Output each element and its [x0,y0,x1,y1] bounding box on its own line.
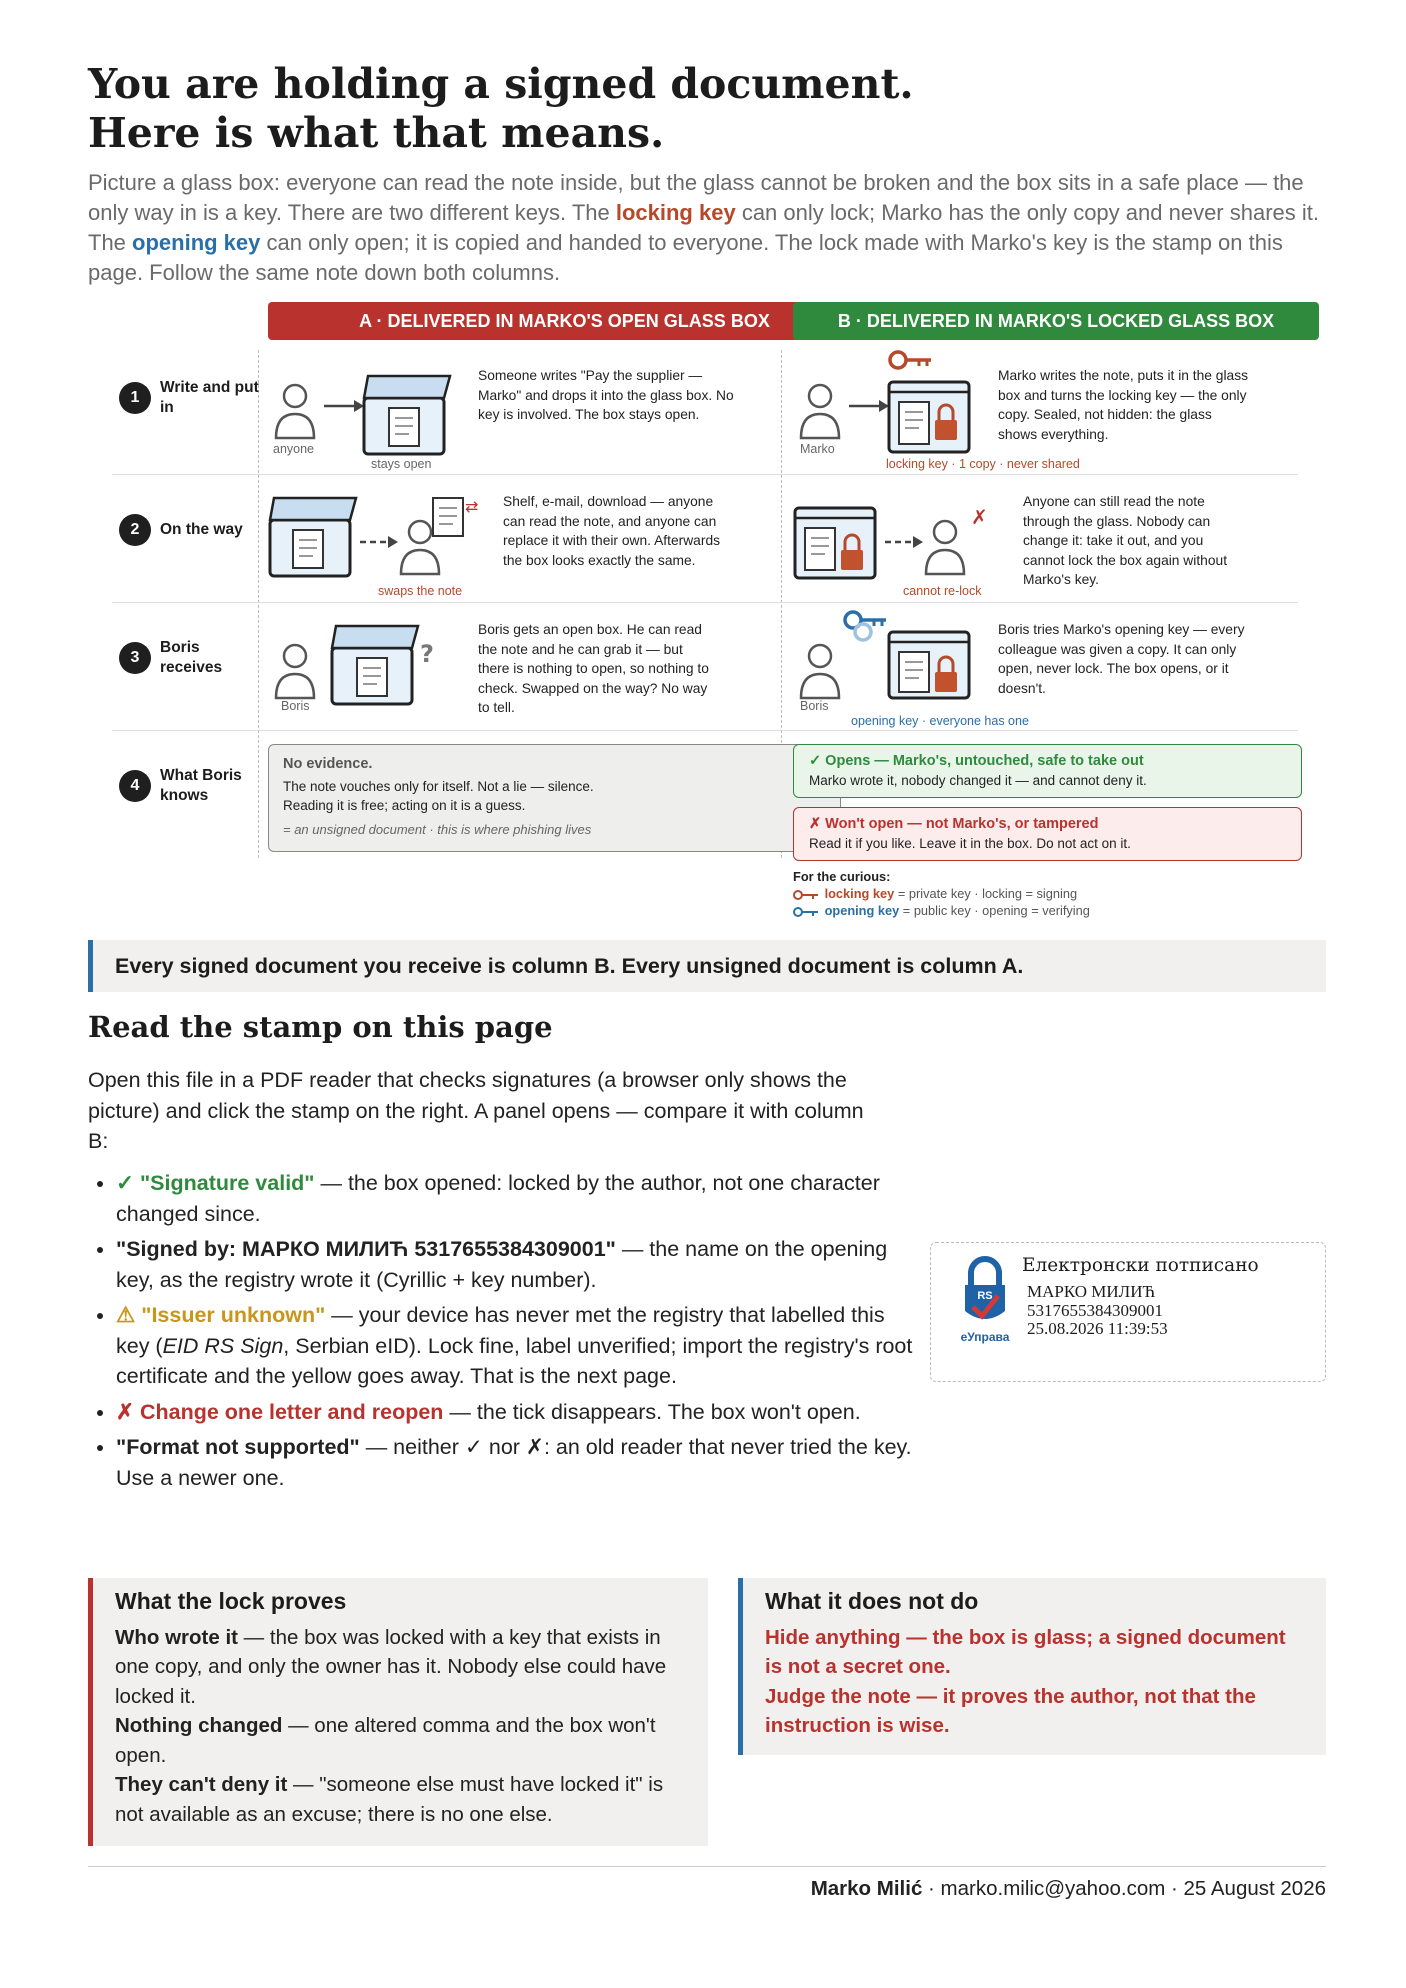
column-b-header: B · DELIVERED IN MARKO'S LOCKED GLASS BOX [793,302,1319,340]
svg-text:RS: RS [977,1290,993,1302]
signature-stamp[interactable] [930,1242,1326,1382]
list-item: • "Signed by: МАРКО МИЛИЋ 5317655384309001" — the name on the opening key, as the registry wrote it (Cyrillic + key number). [116,1234,916,1295]
sealed-box-illustration [793,490,1003,590]
page [88,60,1326,1900]
author-name: Marko Milić [810,1877,923,1900]
step-description: Boris tries Marko's opening key — every colleague was given a copy. It can only open, never lock. The box opens, or it doesn't. [998,622,1245,696]
intro-paragraph: Picture a glass box: everyone can read the note inside, but the glass cannot be broken and the box sits in a safe place — the only way in is a key. There are two different keys. The locking key can only lock; Marko has the only copy and never shares it. The opening key can only open; it is copied and handed to everyone. The lock made with Marko's key is the stamp on this page. Follow the same note down both columns. [88,170,1320,285]
list-item: • ✓ "Signature valid" — the box opened: locked by the author, not one character changed since. [116,1168,916,1229]
caption: anyone [273,442,315,456]
no-evidence-box [268,744,841,852]
opens-text: Marko wrote it, nobody changed it — and cannot deny it. [809,773,1147,788]
step-number: 1 [119,382,151,414]
no-evidence-note: = an unsigned document · this is where phishing lives [283,822,592,837]
list-item: • ✗ Change one letter and reopen — the tick disappears. The box won't open. [116,1397,916,1428]
opens-title: ✓ Opens — Marko's, untouched, safe to take out [809,753,1144,769]
list-item: • ⚠ "Issuer unknown" — your device has never met the registry that labelled this key (EID RS Sign, Serbian eID). Lock fine, label unverified; import the registry's root certificate and the yellow goes away. That is the next page. [116,1300,916,1392]
wont-open-title: ✗ Won't open — not Marko's, or tampered [809,816,1099,832]
euprava-logo [957,1249,1013,1349]
read-stamp-paragraph: Open this file in a PDF reader that checks signatures (a browser only shows the picture) and click the stamp on the right. A panel opens — compare it with column B: [88,1068,864,1153]
svg-text:?: ? [420,640,434,668]
caption: stays open [371,457,432,471]
stamp-details [1027,1283,1168,1339]
swapped-note-illustration [268,490,478,590]
for-the-curious [793,868,1090,919]
caption: cannot re-lock [903,584,982,598]
step-description: Boris gets an open box. He can read the note and he can grab it — but there is nothing to open, so nothing to check. Swapped on the way? No way to tell. [478,622,709,715]
what-lock-proves-box: What the lock proves Who wrote it — the box was locked with a key that exists in one copy, and only the owner has it. Nobody else could have locked it. Nothing changed — one altered comma and the box won't open. They can't deny it — "someone else must have locked it" is not available as an excuse; there is no one else. [88,1578,708,1846]
svg-text:✗: ✗ [971,505,988,529]
page-title [88,60,1326,158]
step-number: 4 [119,770,151,802]
step-description: Anyone can still read the note through the glass. Nobody can change it: take it out, and you cannot lock the box again without Marko's key. [1023,494,1228,587]
step-number: 3 [119,642,151,674]
wont-open-text: Read it if you like. Leave it in the box. Do not act on it. [809,836,1131,851]
caption: swaps the note [378,584,463,598]
no-evidence-line: The note vouches only for itself. Not a lie — silence. [283,779,594,794]
stamp-heading: Електронски потписано [1022,1255,1259,1276]
glass-box-diagram [88,302,1326,922]
stamp-number: 5317655384309001 [1027,1300,1163,1320]
step-label: On the way [160,521,243,538]
step-label: Boris receives [160,639,223,676]
list-item: • "Format not supported" — neither ✓ nor ✗: an old reader that never tried the key. Use a newer one. [116,1432,916,1493]
stamp-checklist [88,1168,916,1498]
caption: Marko [800,442,835,456]
step-number: 2 [119,514,151,546]
footer [88,1866,1326,1901]
opening-key-term: opening key [132,230,261,255]
no-evidence-line: Reading it is free; acting on it is a guess. [283,798,526,813]
summary-callout: Every signed document you receive is column B. Every unsigned document is column A. [88,940,1326,992]
wont-open-result-box [793,807,1302,861]
what-it-does-not-do-box: What it does not do Hide anything — the box is glass; a signed document is not a secret one. Judge the note — it proves the author, not that the instruction is wise. [738,1578,1326,1755]
step-description: Shelf, e-mail, download — anyone can read the note, and anyone can replace it with their own. Afterwards the box looks exactly the same. [503,494,721,568]
opens-result-box [793,744,1302,798]
step-label: Write and put in [160,379,259,416]
curious-locking-row: locking key = private key · locking = signing [793,885,1090,902]
curious-title: For the curious: [793,869,891,884]
open-box-received-illustration [268,612,458,712]
curious-opening-row: opening key = public key · opening = verifying [793,902,1090,919]
svg-text:⇄: ⇄ [465,497,479,516]
stamp-datetime: 25.08.2026 11:39:53 [1027,1319,1168,1338]
locking-key-term: locking key [615,200,736,225]
caption: Boris [800,699,829,713]
step-label: What Boris knows [160,767,242,804]
box-title: What it does not do [765,1588,979,1614]
svg-text:eУправа: eУправа [960,1330,1010,1344]
title-line-1: You are holding a signed document. [88,60,914,108]
caption: locking key · 1 copy · never shared [886,457,1080,471]
caption: Boris [281,699,310,713]
read-stamp-heading: Read the stamp on this page [88,1010,553,1044]
opening-key-illustration [793,612,993,712]
box-title: What the lock proves [115,1588,347,1614]
locking-key-icon [793,890,821,900]
opening-key-icon [793,907,821,917]
caption: opening key · everyone has one [851,714,1029,728]
no-evidence-title: No evidence. [283,756,373,772]
step-description: Someone writes "Pay the supplier — Marko" and drops it into the glass box. No key is involved. The box stays open. [478,368,734,422]
column-a-header: A · DELIVERED IN MARKO'S OPEN GLASS BOX [268,302,861,340]
step-description: Marko writes the note, puts it in the glass box and turns the locking key — the only copy. Sealed, not hidden: the glass shows everything. [998,368,1248,442]
author-contact: · marko.milic@yahoo.com · 25 August 2026 [922,1877,1326,1900]
title-line-2: Here is what that means. [88,109,665,157]
stamp-name: МАРКО МИЛИЋ [1027,1282,1156,1301]
